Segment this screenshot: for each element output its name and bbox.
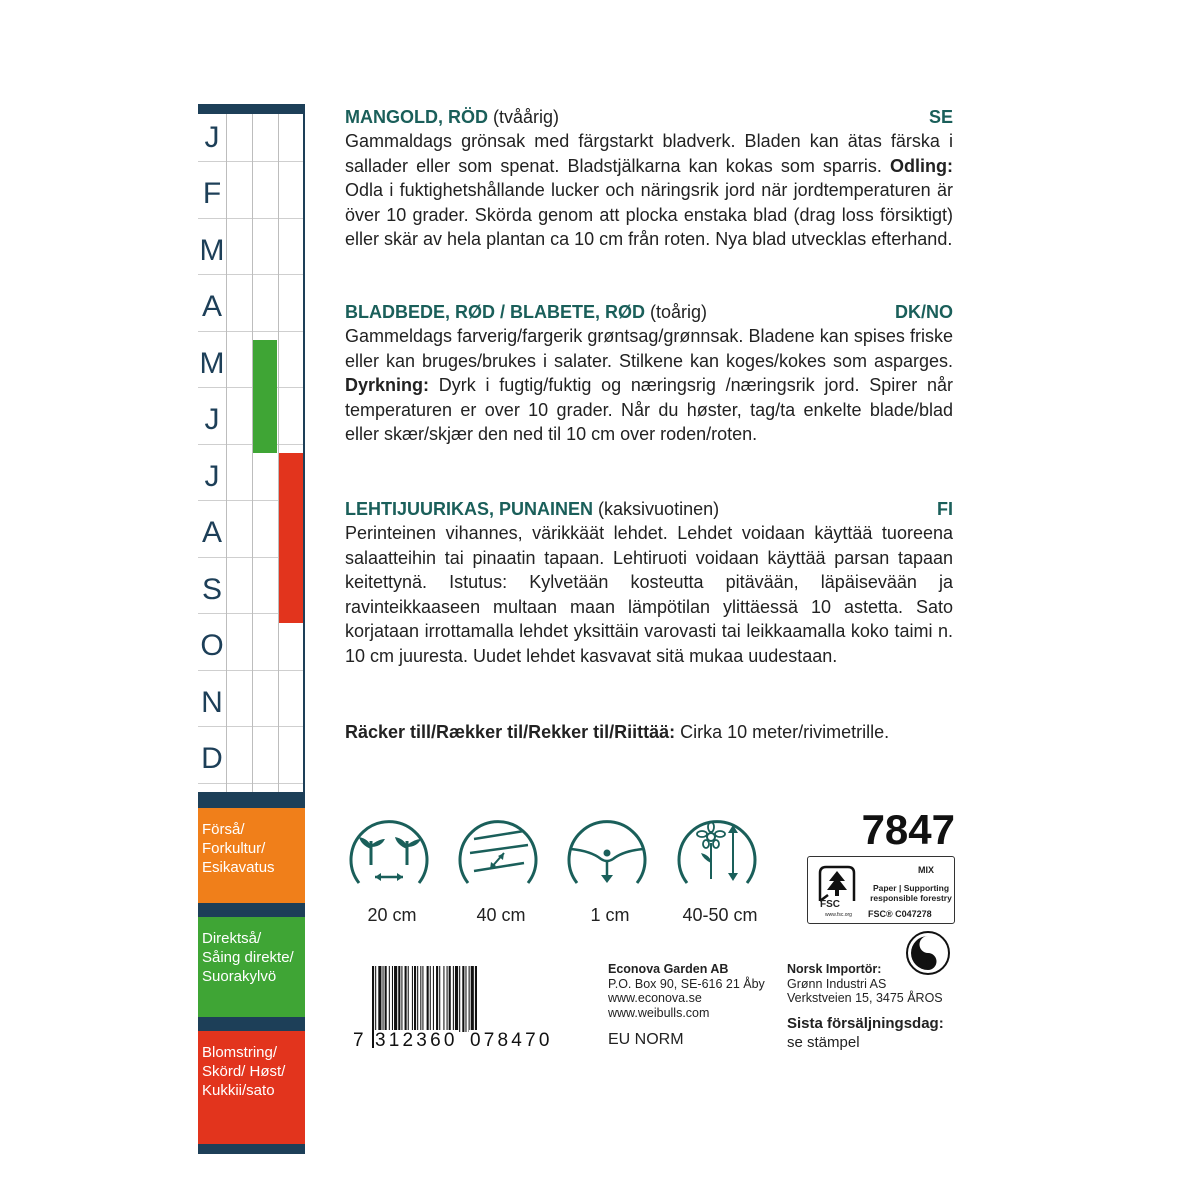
barcode-bar (436, 966, 438, 1032)
calendar-month-row (198, 340, 303, 388)
legend-presow (198, 808, 305, 903)
calendar-month-letter: J (204, 403, 220, 437)
importer-name: Grønn Industri AS (787, 976, 887, 991)
plant-height-icon (675, 813, 765, 925)
calendar-divider (198, 792, 305, 808)
section-title: MANGOLD, RÖD (345, 107, 488, 127)
fsc-code: FSC® C047278 (868, 909, 932, 919)
calendar-direct-sow-cell (252, 340, 277, 397)
calendar-month-row (198, 397, 303, 445)
barcode-bar (392, 966, 393, 1032)
section-dk-no (345, 300, 953, 447)
barcode-digits (352, 1030, 574, 1052)
calendar-month-letter: M (199, 346, 225, 380)
calendar-month-letter: D (201, 742, 223, 776)
barcode-digits-right: 078470 (470, 1030, 553, 1051)
calendar-month-letter: J (204, 120, 220, 154)
calendar-harvest-cell (278, 453, 303, 510)
calendar-top-bar (198, 104, 305, 114)
calendar-month-letter: A (201, 516, 222, 550)
calendar-month-row (198, 171, 303, 219)
last-sale-value: se stämpel (787, 1034, 860, 1051)
barcode-bar (401, 966, 402, 1032)
barcode-bar (443, 966, 444, 1032)
section-text-part: Dyrk i fugtig/fuktig og næringsrig /næringsrik jord. Spirer når temperaturen er over 10 grader. Når du høster, tag/ta enkelte blade/blad eller skær/skjær den ned til 10 cm over roden/roten. (345, 375, 953, 445)
section-se (345, 105, 953, 252)
calendar-harvest-cell (278, 566, 303, 623)
section-text-part: Odla i fuktighetshållande lucker och näringsrik jord när jordtemperaturen är över 10 grader. Skörda genom att plocka enstaka blad (drag loss försiktigt) eller skär av hela plantan ca 10 cm från roten. Nya blad utvecklas efterhand. (345, 180, 953, 250)
calendar-month-letter: M (199, 233, 225, 267)
coverage-value: Cirka 10 meter/rivimetrille. (675, 722, 890, 742)
importer-street: Verkstveien 15, 3475 ÅROS (787, 991, 943, 1005)
calendar-month-letter: O (200, 629, 224, 663)
fsc-web: www.fsc.org (825, 912, 852, 918)
importer-address (787, 962, 943, 1006)
section-subtitle: (kaksivuotinen) (598, 499, 720, 519)
barcode-bar (447, 966, 448, 1032)
calendar-month-letter: S (201, 572, 222, 606)
coverage-label: Räcker till/Rækker til/Rekker til/Riittää: (345, 722, 676, 742)
section-heading (345, 300, 953, 324)
section-text (345, 324, 953, 447)
barcode-bar (378, 966, 381, 1032)
sowing-calendar (198, 104, 305, 1099)
coverage-line (345, 721, 985, 743)
barcode-bar (449, 966, 451, 1032)
barcode-bar (398, 966, 400, 1032)
calendar-month-row (198, 284, 303, 332)
calendar-month-row (198, 623, 303, 671)
section-text-part: Gammaldags grönsak med färgstarkt bladverk. Bladen kan ätas färska i sallader eller som spenat. Bladstjälkarna kan kokas som sparris. (345, 131, 953, 176)
barcode-bar (412, 966, 413, 1032)
plant-spacing-icon (347, 813, 437, 925)
row-spacing-icon (456, 813, 546, 925)
country-code: FI (937, 499, 953, 519)
eu-norm: EU NORM (608, 1031, 684, 1048)
section-text (345, 521, 953, 669)
row-spacing-label: 40 cm (476, 905, 526, 925)
barcode-bar (385, 966, 387, 1032)
plant-spacing-icon-graphic (347, 813, 431, 897)
calendar-direct-sow-cell (252, 397, 277, 454)
section-fi (345, 497, 953, 669)
calendar-column-line (252, 114, 253, 792)
last-sale-label: Sista försäljningsdag: (787, 1015, 944, 1032)
section-text-bold: Odling: (890, 155, 953, 176)
barcode-bar (453, 966, 454, 1032)
barcode-digit-prefix: 7 (353, 1030, 364, 1051)
calendar-harvest-cell (278, 510, 303, 567)
plant-height-icon-graphic (675, 813, 759, 897)
section-subtitle: (tvåårig) (493, 107, 560, 127)
calendar-month-letter: A (201, 290, 222, 324)
legend-harvest-text: Blomstring/ Skörd/ Høst/ Kukkii/sato (202, 1044, 286, 1099)
fsc-mark: FSC (820, 899, 840, 910)
calendar-column-line (278, 114, 279, 792)
barcode-bar (414, 966, 416, 1032)
section-heading (345, 497, 953, 521)
country-code: DK/NO (895, 302, 953, 322)
calendar-month-row (198, 736, 303, 784)
row-spacing-icon-graphic (456, 813, 540, 897)
legend-presow-text: Förså/ Forkultur/ Esikavatus (202, 821, 275, 876)
section-text (345, 129, 953, 252)
barcode-bar (433, 966, 434, 1032)
barcode-bar (430, 966, 431, 1032)
section-title: LEHTIJUURIKAS, PUNAINEN (345, 499, 594, 519)
barcode-bar (408, 966, 409, 1032)
barcode-bar (465, 966, 466, 1032)
section-text-part: Gammeldags farverig/fargerik grøntsag/grønnsak. Bladene kan spises friske eller kan bruges/brukes i salater. Stilkene kan koges/kokes som asparges. (345, 326, 953, 371)
company-web-econova: www.econova.se (608, 991, 702, 1005)
item-number: 7847 (861, 806, 955, 853)
legend-direct-text: Direktså/ Såing direkte/ Suorakylvö (202, 930, 294, 985)
company-web-weibulls: www.weibulls.com (608, 1005, 710, 1020)
barcode-bar (455, 966, 458, 1032)
section-subtitle: (toårig) (650, 302, 708, 322)
country-code: SE (928, 107, 953, 127)
fsc-mix: MIX (918, 865, 935, 875)
barcode-bar (427, 966, 429, 1032)
calendar-month-row (198, 227, 303, 275)
fsc-paper-text: Paper | Supporting responsible forestry (870, 883, 952, 903)
barcode-bar (459, 966, 460, 1032)
plant-spacing-label: 20 cm (367, 905, 417, 925)
calendar-month-row (198, 114, 303, 162)
barcode-bar (405, 966, 407, 1032)
barcode-bar (469, 966, 470, 1032)
barcode-bar (439, 966, 440, 1032)
barcode-bar (383, 966, 384, 1032)
last-sale-date (787, 1014, 944, 1052)
sowing-depth-icon (565, 813, 655, 925)
plant-height-label: 40-50 cm (682, 905, 758, 925)
barcode-bar (417, 966, 418, 1032)
section-heading (345, 105, 953, 129)
company-name: Econova Garden AB (608, 962, 729, 976)
importer-heading: Norsk Importör: (787, 962, 882, 976)
sowing-depth-label: 1 cm (590, 905, 630, 925)
section-title: BLADBEDE, RØD / BLABETE, RØD (345, 302, 646, 322)
calendar-month-letter: N (201, 685, 223, 719)
calendar-month-letter: F (202, 177, 222, 211)
legend-separator (198, 1144, 305, 1154)
section-text-part: Perinteinen vihannes, värikkäät lehdet. Lehdet voidaan käyttää tuoreena salaatteihin tai pinaatin tapaan. Lehtiruoti voidaan käyttää parsan tapaan keitettynä. Istutus: Kylvetään kosteutta pitävään, läpäisevään ja ravinteikkaaseen multaan maan lämpötilan ylittäessä 10 astetta. Sato korjataan irrottamalla lehdet yksittäin varovasti tai leikkaamalla koko taimi n. 10 cm juuresta. Uudet lehdet kasvavat sitä mukaa uudestaan. (345, 523, 953, 666)
legend-direct-sow (198, 917, 305, 1017)
company-address (608, 962, 765, 1020)
section-text-bold: Dyrkning: (345, 375, 430, 396)
legend-separator (198, 1017, 305, 1031)
legend-harvest (198, 1031, 305, 1144)
barcode-digits-left: 312360 (375, 1030, 458, 1051)
fsc-label (807, 856, 955, 924)
calendar-month-row (198, 679, 303, 727)
barcode-bar (462, 966, 464, 1032)
barcode-bar (389, 966, 390, 1032)
sowing-depth-icon-graphic (565, 813, 649, 897)
barcode-bar (394, 966, 397, 1032)
company-postal: P.O. Box 90, SE-616 21 Åby (608, 976, 765, 991)
legend-separator (198, 903, 305, 917)
calendar-month-letter: J (204, 459, 220, 493)
calendar-column-line (226, 114, 227, 792)
